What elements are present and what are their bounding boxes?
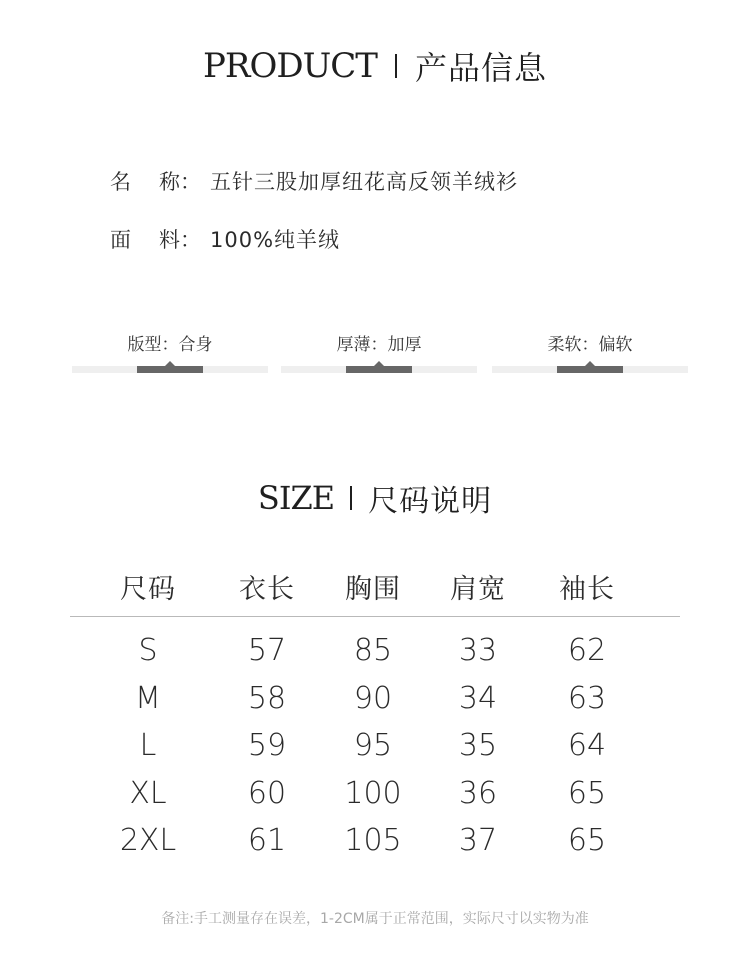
sleeve-cell: 65 bbox=[567, 823, 607, 859]
table-row bbox=[70, 817, 680, 865]
chest-cell: 95 bbox=[353, 728, 393, 764]
sleeve-cell: 65 bbox=[567, 775, 607, 811]
product-fabric-label: 面 料： bbox=[110, 228, 201, 252]
attribute-thickness-track bbox=[281, 366, 477, 373]
header-cell: 尺码 bbox=[120, 573, 176, 605]
chest-cell: 105 bbox=[344, 823, 402, 859]
sleeve-cell: 62 bbox=[567, 633, 607, 669]
attribute-fit-fill bbox=[137, 366, 203, 373]
size-cell: XL bbox=[129, 775, 167, 811]
title-separator bbox=[395, 54, 397, 78]
attribute-thickness-fill bbox=[346, 366, 412, 373]
attribute-fit-track bbox=[72, 366, 268, 373]
attribute-thickness-pointer bbox=[374, 361, 384, 366]
attribute-thickness bbox=[281, 330, 477, 380]
size-table-header bbox=[70, 564, 680, 608]
length-cell: 58 bbox=[247, 680, 287, 716]
size-table bbox=[70, 564, 680, 865]
size-cell: M bbox=[135, 680, 161, 716]
shoulder-cell: 34 bbox=[458, 680, 498, 716]
product-name-label: 名 称： bbox=[110, 170, 201, 194]
product-fabric-value: 100%纯羊绒 bbox=[210, 228, 341, 252]
attribute-fit bbox=[72, 330, 268, 380]
header-cell: 肩宽 bbox=[450, 573, 506, 605]
attribute-softness-track bbox=[492, 366, 688, 373]
size-title-zh: 尺码说明 bbox=[368, 484, 493, 519]
product-name-row bbox=[110, 166, 518, 196]
header-divider bbox=[70, 616, 680, 617]
product-name-value: 五针三股加厚纽花高反领羊绒衫 bbox=[210, 170, 518, 194]
shoulder-cell: 37 bbox=[458, 823, 498, 859]
attribute-thickness-text: 厚薄：加厚 bbox=[336, 335, 422, 355]
size-cell: S bbox=[138, 633, 158, 669]
length-cell: 59 bbox=[247, 728, 287, 764]
length-cell: 60 bbox=[247, 775, 287, 811]
header-cell: 衣长 bbox=[239, 573, 295, 605]
title-separator bbox=[350, 486, 352, 510]
product-title-zh: 产品信息 bbox=[414, 49, 547, 87]
table-row bbox=[70, 770, 680, 818]
length-cell: 57 bbox=[247, 633, 287, 669]
table-row bbox=[70, 627, 680, 675]
table-row bbox=[70, 675, 680, 723]
shoulder-cell: 36 bbox=[458, 775, 498, 811]
attribute-fit-pointer bbox=[165, 361, 175, 366]
product-section-title bbox=[0, 44, 750, 88]
product-fabric-row bbox=[110, 224, 340, 254]
size-section-title bbox=[0, 476, 750, 520]
sleeve-cell: 63 bbox=[567, 680, 607, 716]
attribute-softness-fill bbox=[557, 366, 623, 373]
chest-cell: 90 bbox=[353, 680, 393, 716]
chest-cell: 85 bbox=[353, 633, 393, 669]
attribute-fit-text: 版型：合身 bbox=[127, 335, 213, 355]
shoulder-cell: 33 bbox=[458, 633, 498, 669]
shoulder-cell: 35 bbox=[458, 728, 498, 764]
measurement-footnote: 备注:手工测量存在误差，1-2CM属于正常范围，实际尺寸以实物为准 bbox=[161, 911, 589, 927]
size-cell: 2XL bbox=[119, 823, 177, 859]
header-cell: 胸围 bbox=[345, 573, 401, 605]
chest-cell: 100 bbox=[344, 775, 402, 811]
sleeve-cell: 64 bbox=[567, 728, 607, 764]
attribute-softness-pointer bbox=[585, 361, 595, 366]
length-cell: 61 bbox=[247, 823, 287, 859]
attribute-softness-text: 柔软：偏软 bbox=[547, 335, 633, 355]
attribute-softness bbox=[492, 330, 688, 380]
size-cell: L bbox=[139, 728, 157, 764]
table-row bbox=[70, 722, 680, 770]
product-title-en: PRODUCT bbox=[203, 46, 377, 86]
header-cell: 袖长 bbox=[559, 573, 615, 605]
size-title-en: SIZE bbox=[257, 479, 335, 517]
